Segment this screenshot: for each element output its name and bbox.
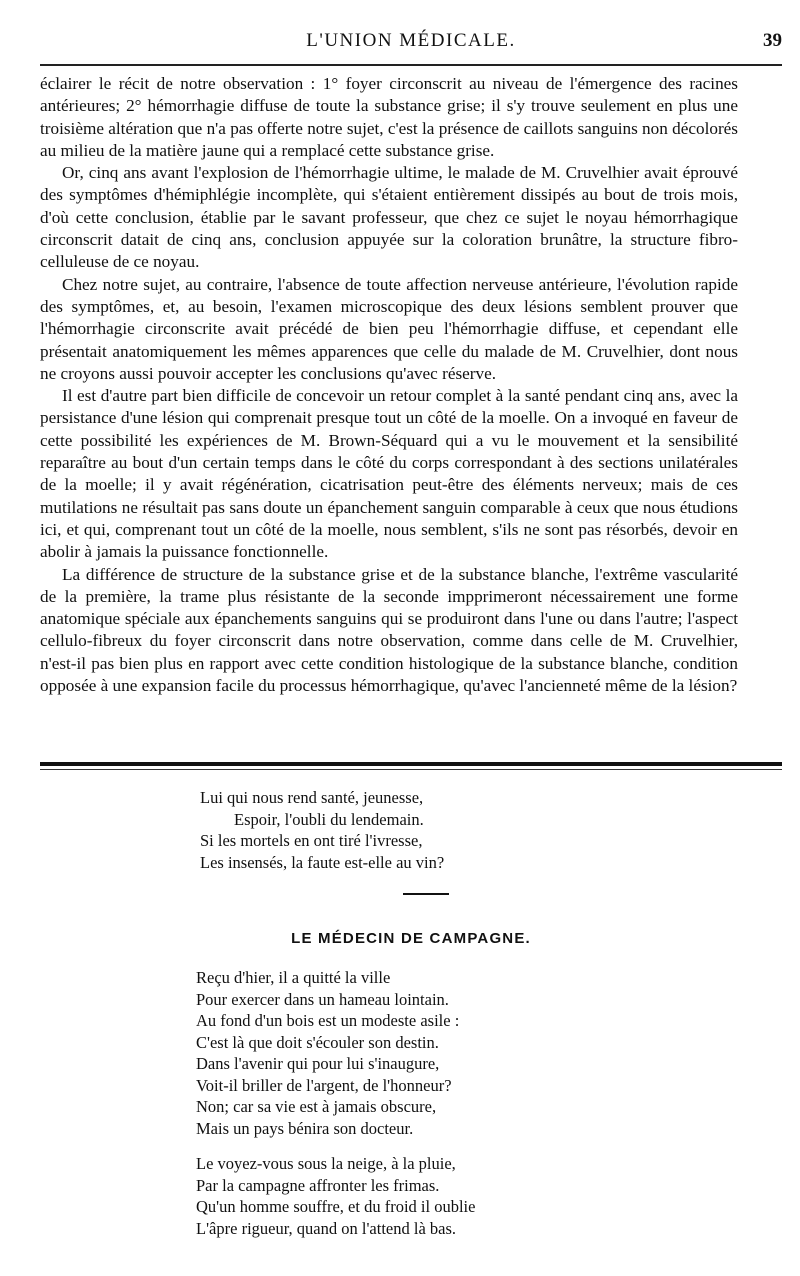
verse-line: L'âpre rigueur, quand on l'attend là bas.	[196, 1218, 457, 1238]
verse-line: Le voyez-vous sous la neige, à la pluie,	[196, 1154, 456, 1173]
verse-line: Espoir, l'oubli du lendemain.	[234, 809, 424, 829]
verse-line: Reçu d'hier, il a quitté la ville	[196, 968, 391, 987]
page-number: 39	[763, 30, 782, 51]
header-rule	[40, 64, 782, 66]
verse-line: Voit-il briller de l'argent, de l'honneur?	[196, 1075, 452, 1095]
verse-line: Les insensés, la faute est-elle au vin?	[200, 852, 445, 872]
verse-line: Lui qui nous rend santé, jeunesse,	[200, 788, 424, 807]
paragraph: La différence de structure de la substance grise et de la substance blanche, l'extrême vascularité de la première, la trame plus résistante de la seconde impprimeront nécessairement une forme anatomique spéciale aux épanchements sanguins qui se produiront dans l'une ou dans l'autre; l'aspect cellulo-fibreux du foyer circonscrit dans notre observation, comme dans celle de M. Cruvelhier, n'est-il pas bien plus en rapport avec cette condition histologique de la substance blanche, condition opposée à une expansion facile du processus hémorrhagique, qu'avec l'ancienneté même de la lésion?	[40, 564, 738, 696]
poem-medecin-de-campagne	[196, 967, 475, 1253]
article-body	[40, 73, 738, 697]
verse-line: Non; car sa vie est à jamais obscure,	[196, 1097, 437, 1116]
stanza	[196, 1153, 475, 1239]
running-header	[40, 30, 782, 60]
paragraph: Or, cinq ans avant l'explosion de l'hémorrhagie ultime, le malade de M. Cruvelhier avait éprouvé des symptômes d'hémiphlégie incomplète, qui s'étaient entièrement dissipés au bout de trois mois, d'où cette conclusion, établie par le savant professeur, que chez ce sujet le noyau hémorrhagique circonscrit datait de cinq ans, conclusion appuyée sur la coloration brunâtre, la structure fibro-celluleuse de ce noyau.	[40, 163, 738, 272]
verse-line: C'est là que doit s'écouler son destin.	[196, 1032, 439, 1052]
paragraph: Chez notre sujet, au contraire, l'absence de toute affection nerveuse antérieure, l'évolution rapide des symptômes, et, au besoin, l'examen microscopique des deux lésions semblent prouver que l'hémorrhagie circonscrite avait précédé de bien peu l'hémorrhagie diffuse, et cependant elle présentait anatomiquement les mêmes apparences que celle du malade de M. Cruvelhier, dont nous ne croyons aussi pouvoir accepter les conclusions qu'avec réserve.	[40, 274, 738, 383]
poem-excerpt	[200, 787, 444, 873]
journal-title: L'UNION MÉDICALE.	[306, 30, 516, 51]
verse-line: Au fond d'un bois est un modeste asile :	[196, 1011, 460, 1030]
verse-line: Si les mortels en ont tiré l'ivresse,	[200, 831, 423, 850]
verse-line: Mais un pays bénira son docteur.	[196, 1118, 414, 1138]
journal-page	[40, 0, 782, 1276]
verse-line: Par la campagne affronter les frimas.	[196, 1175, 440, 1195]
section-divider-thick	[40, 762, 782, 766]
paragraph: Il est d'autre part bien difficile de concevoir un retour complet à la santé pendant cinq ans, avec la persistance d'une lésion qui comprenait presque tout un côté de la moelle. On a invoqué en faveur de cette possibilité les expériences de M. Brown-Séquard qui a vu le mouvement et la sensibilité reparaître au bout d'un certain temps dans le côté du corps correspondant à des sections unilatérales de la moelle; il y avait régénération, cicatrisation peut-être des éléments nerveux; mais de ces mutilations ne résultait pas sans doute un épanchement sanguin comparable à ceux que nous étudions ici, et qui, comprenant tout un côté de la moelle, nous semblent, s'ils ne sont pas résorbés, devoir en abolir à jamais la puissance fonctionnelle.	[40, 386, 738, 562]
short-separator	[403, 893, 449, 895]
verse-line: Dans l'avenir qui pour lui s'inaugure,	[196, 1054, 440, 1073]
verse-line: Qu'un homme souffre, et du froid il oublie	[196, 1197, 476, 1216]
stanza	[196, 967, 475, 1139]
poem-title: LE MÉDECIN DE CAMPAGNE.	[291, 930, 531, 947]
paragraph: éclairer le récit de notre observation : 1° foyer circonscrit au niveau de l'émergence des racines antérieures; 2° hémorrhagie diffuse de toute la substance grise; il s'y trouve seulement en plus une troisième altération que n'a pas offerte notre sujet, c'est la présence de caillots sanguins non décolorés au milieu de la matière jaune qui a remplacé cette substance grise.	[40, 74, 738, 160]
section-divider-thin	[40, 769, 782, 770]
verse-line: Pour exercer dans un hameau lointain.	[196, 989, 449, 1009]
